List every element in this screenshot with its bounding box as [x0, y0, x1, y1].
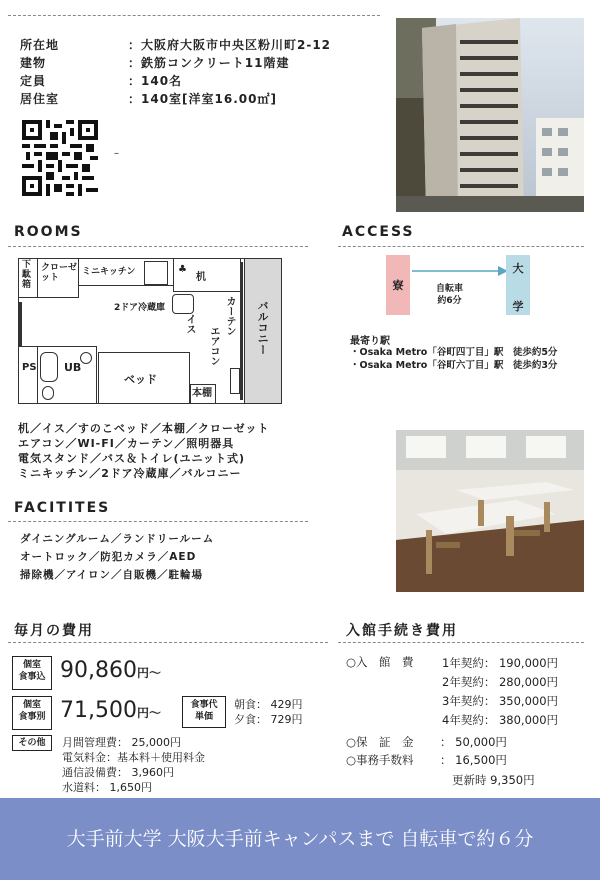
qr-code-icon[interactable]	[22, 120, 98, 196]
room-features	[18, 420, 269, 483]
floor-plan	[18, 258, 282, 404]
other-fee-line: 水道料： 1,650円	[62, 781, 152, 794]
other-fees	[62, 735, 205, 795]
facility-line: 掃除機／アイロン／自販機／駐輪場	[20, 569, 204, 581]
admission-label: ○入 館 費	[346, 655, 414, 669]
meal-badge: 食事代 単価	[182, 696, 226, 728]
admission-line: 3年契約： 350,000円	[442, 694, 559, 708]
plan-chair: イス	[184, 314, 195, 334]
other-fee-line: 通信設備費： 3,960円	[62, 766, 174, 779]
facility-line: オートロック／防犯カメラ／AED	[20, 551, 197, 563]
entry-divider	[338, 642, 584, 643]
plan-fridge: 2ドア冷蔵庫	[114, 303, 165, 313]
info-rooms: 居住室 ：140室[洋室16.00㎡]	[20, 92, 277, 106]
rooms-title: ROOMS	[14, 224, 83, 240]
entry-title: 入館手続き費用	[346, 623, 458, 639]
plan-desk: 机	[196, 272, 206, 283]
feature-line: 机／イス／すのこベッド／本棚／クローゼット	[18, 422, 270, 435]
deposit-label: ○保 証 金	[346, 735, 414, 749]
plan-kitchen: ミニキッチン	[82, 267, 136, 277]
rooms-divider	[8, 246, 308, 247]
facilities-title: FACITITES	[14, 500, 111, 516]
top-divider	[8, 15, 380, 16]
plan1-price: 90,860円～	[60, 658, 161, 683]
station-item: ・Osaka Metro「谷町六丁目」駅 徒歩約3分	[350, 360, 558, 371]
plan-curtain: カーテン	[224, 296, 235, 336]
plan-shelf: 本棚	[192, 388, 212, 399]
admission-line: 1年契約： 190,000円	[442, 656, 559, 670]
lamp-icon: ♣	[178, 264, 187, 275]
feature-line: 電気スタンド／バス＆トイレ(ユニット式)	[18, 452, 246, 465]
facilities-list	[20, 530, 214, 584]
fee-value: ： 16,500円	[440, 753, 507, 767]
other-fee-line: 月間管理費： 25,000円	[62, 736, 181, 749]
breakfast-price: 朝食： 429円	[234, 698, 303, 711]
info-capacity: 定員 ：140名	[20, 74, 183, 88]
plan-aircon: エアコン	[208, 326, 219, 366]
monthly-divider	[8, 642, 328, 643]
renewal-fee: 更新時 9,350円	[452, 773, 535, 787]
other-fee-line: 電気料金：基本料＋使用料金	[62, 751, 205, 764]
info-building: 建物 ：鉄筋コンクリート11階建	[20, 56, 290, 70]
meal-prices	[234, 697, 303, 727]
dining-photo	[396, 430, 584, 592]
plan-ub: UB	[64, 361, 82, 374]
plan-ps: PS	[22, 362, 37, 373]
admission-line: 2年契約： 280,000円	[442, 675, 559, 689]
access-title: ACCESS	[342, 224, 415, 240]
bottom-banner: 大手前大学 大阪大手前キャンパスまで 自転車で約６分	[0, 798, 600, 880]
facilities-divider	[8, 521, 308, 522]
feature-line: エアコン／WI-FI／カーテン／照明器具	[18, 437, 235, 450]
plan-closet: クローゼット	[41, 263, 77, 283]
dorm-box: 寮	[386, 255, 410, 315]
other-badge: その他	[12, 735, 52, 751]
qr-caption: –	[114, 148, 119, 159]
plan-balcony: バルコニー	[256, 300, 270, 355]
access-divider	[338, 246, 584, 247]
plan-bed: ベッド	[124, 373, 157, 386]
univ-box: 大 学	[506, 255, 530, 315]
facility-line: ダイニングルーム／ランドリールーム	[20, 533, 215, 545]
admission-line: 4年契約： 380,000円	[442, 713, 559, 727]
access-mode: 自転車 約6分	[436, 284, 464, 306]
arrow-icon	[412, 266, 508, 276]
info-address: 所在地 ：大阪府大阪市中央区粉川町2-12	[20, 38, 332, 52]
fee-label: ○事務手数料	[346, 753, 414, 767]
feature-line: ミニキッチン／2ドア冷蔵庫／バルコニー	[18, 467, 242, 480]
plan2-badge: 個室 食事別	[12, 696, 52, 730]
deposit-value: ： 50,000円	[440, 735, 507, 749]
monthly-title: 毎月の費用	[14, 623, 94, 639]
dinner-price: 夕食： 729円	[234, 713, 303, 726]
station-heading: 最寄り駅	[350, 336, 390, 347]
station-list	[350, 346, 557, 372]
plan-shoebox: 下駄箱	[22, 260, 32, 290]
admission-fees	[442, 654, 558, 730]
station-item: ・Osaka Metro「谷町四丁目」駅 徒歩約5分	[350, 347, 558, 358]
plan2-price: 71,500円～	[60, 698, 161, 723]
building-photo	[396, 18, 584, 212]
plan1-badge: 個室 食事込	[12, 656, 52, 690]
